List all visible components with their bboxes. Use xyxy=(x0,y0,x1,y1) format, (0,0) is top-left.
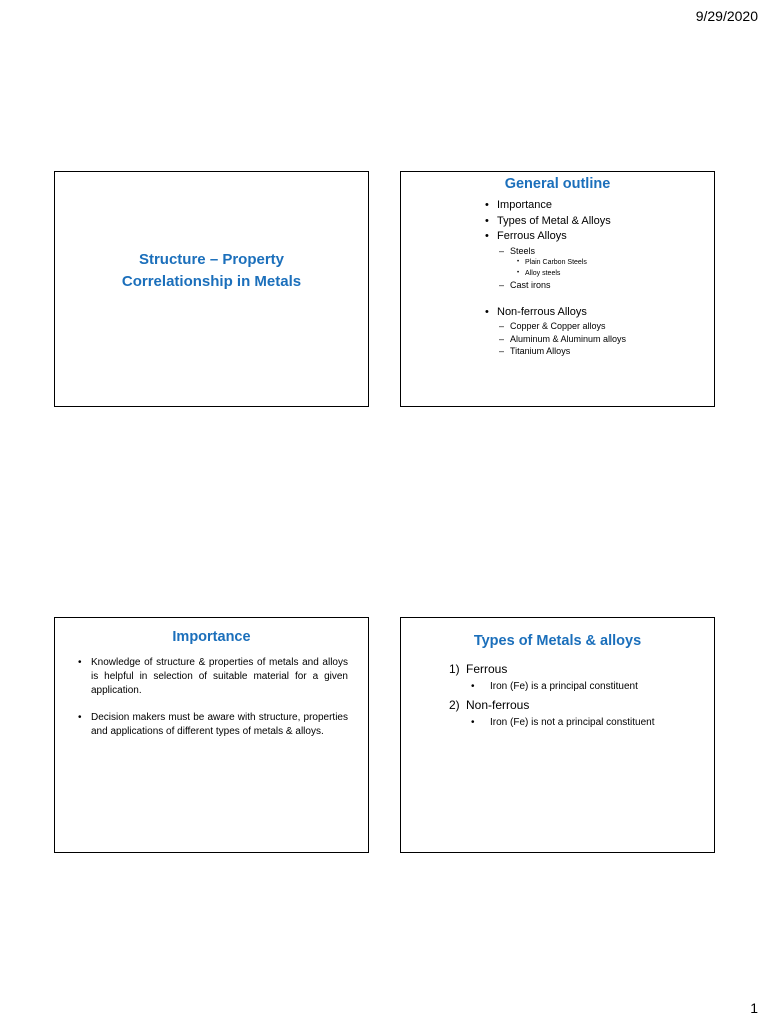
outline-item: • Non-ferrous Alloys xyxy=(485,305,710,321)
slide-general-outline xyxy=(400,171,715,407)
header-date: 9/29/2020 xyxy=(695,8,758,24)
slide-title-slide xyxy=(54,171,369,407)
outline-list xyxy=(485,198,710,358)
type-number: 1) xyxy=(449,662,460,676)
presentation-title-line: Structure – Property xyxy=(138,251,285,268)
outline-subitem: – Copper & Copper alloys xyxy=(485,320,710,333)
outline-item: • Types of Metal & Alloys xyxy=(485,214,710,230)
type-name: Ferrous xyxy=(466,662,508,676)
outline-item: • Importance xyxy=(485,198,710,214)
slide-types-of-metals xyxy=(400,617,715,853)
page-number: 1 xyxy=(750,1000,758,1016)
type-item xyxy=(449,696,709,714)
types-list xyxy=(449,660,709,732)
outline-subitem: – Cast irons xyxy=(485,279,710,292)
slide-importance xyxy=(54,617,369,853)
bullet-item: • Knowledge of structure & properties of metals and alloys is helpful in selection of suitable material for a given application. xyxy=(76,656,348,699)
slide-title: Importance xyxy=(172,629,251,645)
type-number: 2) xyxy=(449,698,460,712)
outline-subitem: – Steels xyxy=(485,245,710,258)
outline-subsubitem: • Alloy steels xyxy=(485,268,710,279)
presentation-title xyxy=(55,249,368,293)
type-detail: • Iron (Fe) is not a principal constituent xyxy=(449,714,709,732)
outline-item: • Ferrous Alloys xyxy=(485,229,710,245)
type-item xyxy=(449,660,709,678)
bullet-item: • Decision makers must be aware with structure, properties and applications of different types of metals & alloys. xyxy=(76,711,348,739)
type-detail: • Iron (Fe) is a principal constituent xyxy=(449,678,709,696)
outline-subsubitem: • Plain Carbon Steels xyxy=(485,257,710,268)
slide-title: Types of Metals & alloys xyxy=(473,633,642,649)
slide-title: General outline xyxy=(504,176,611,192)
outline-spacer xyxy=(485,292,710,305)
type-name: Non-ferrous xyxy=(466,698,530,712)
presentation-title-line: Correlationship in Metals xyxy=(121,273,302,290)
outline-subitem: – Aluminum & Aluminum alloys xyxy=(485,333,710,346)
outline-subitem: – Titanium Alloys xyxy=(485,345,710,358)
bullet-list xyxy=(76,656,348,751)
